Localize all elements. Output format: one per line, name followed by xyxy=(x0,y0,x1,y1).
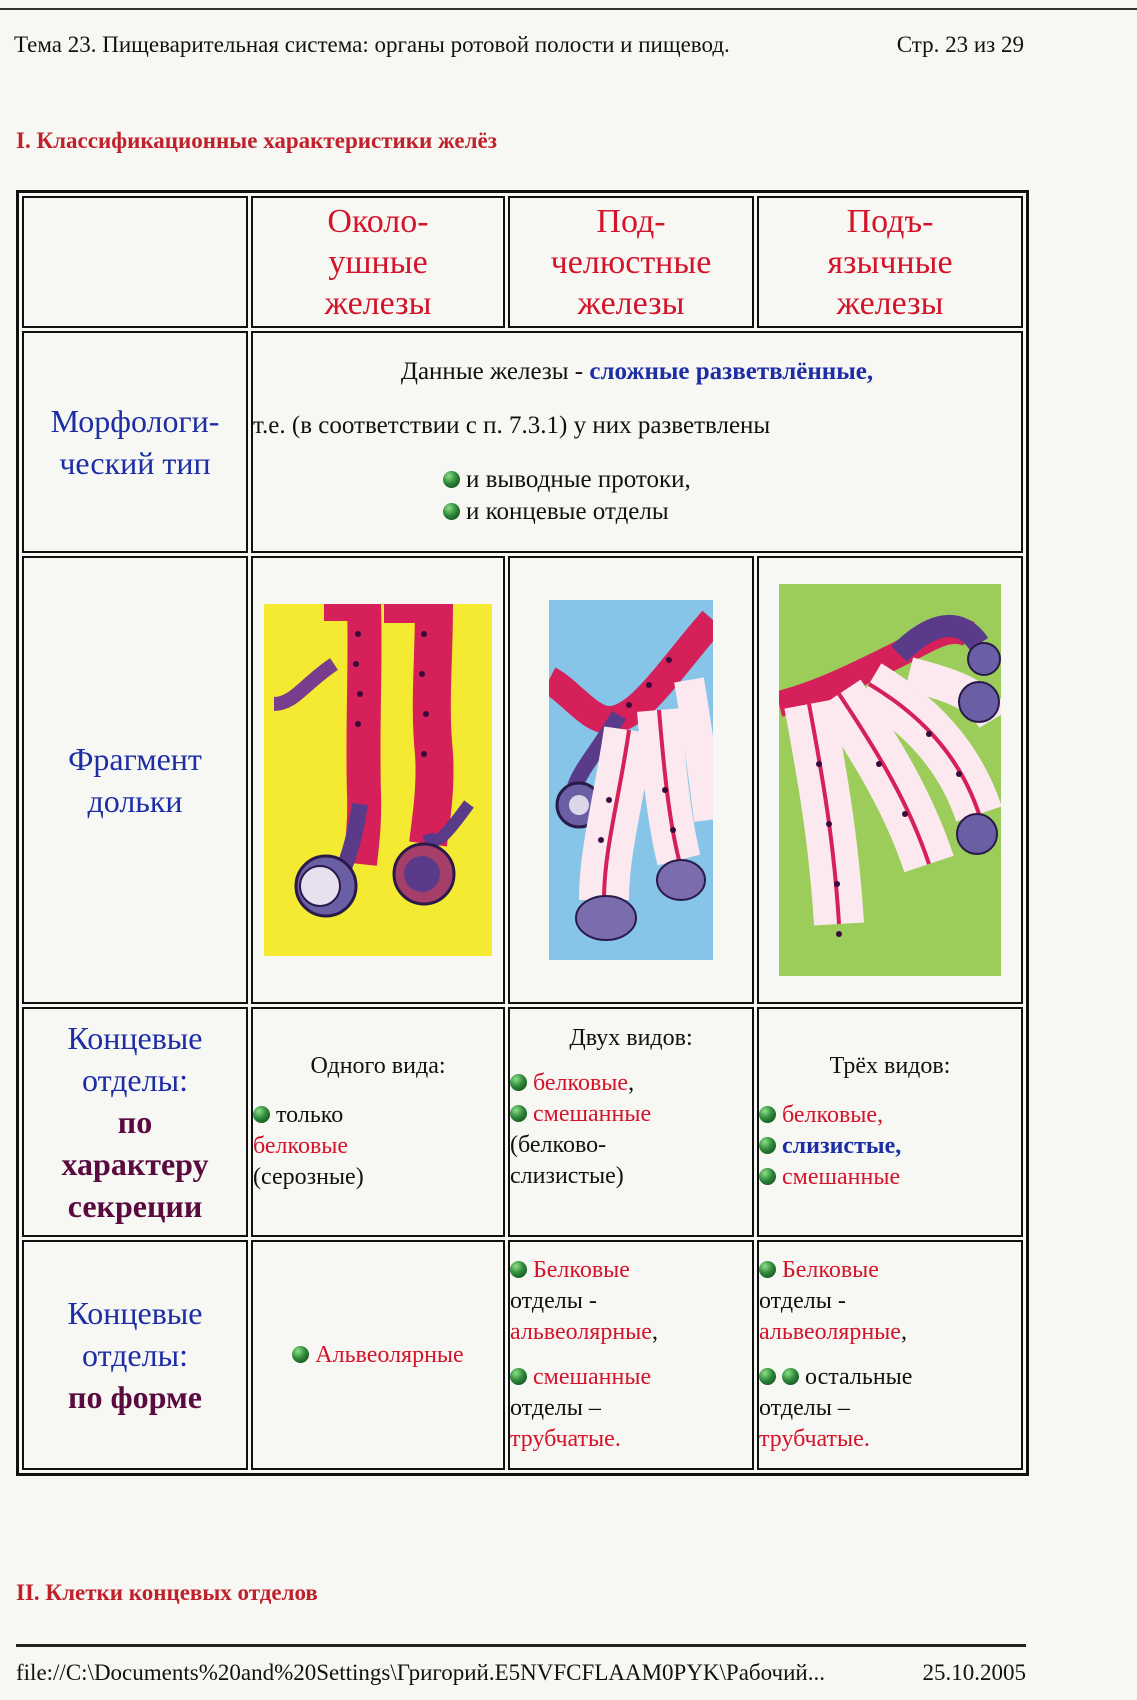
row-header-line: Морфологи- xyxy=(50,403,220,439)
cell-text: белковые, xyxy=(782,1102,884,1128)
cell-text: трубчатые. xyxy=(759,1426,870,1452)
morph-text: Данные железы - xyxy=(400,358,590,385)
secretion-parotid-cell xyxy=(251,1007,505,1237)
cell-text: смешанные xyxy=(533,1101,652,1127)
list-item xyxy=(510,1362,752,1393)
cell-text: , xyxy=(900,1319,907,1345)
green-bullet-icon xyxy=(759,1137,776,1154)
list-item xyxy=(443,464,1021,496)
col-header-line: челюстные xyxy=(550,243,712,281)
cell-line xyxy=(759,1317,1021,1348)
row-header-form xyxy=(22,1240,248,1470)
top-rule xyxy=(0,8,1137,10)
cell-title: Двух видов: xyxy=(569,1025,693,1051)
list-item xyxy=(759,1162,1021,1193)
cell-text: только xyxy=(276,1102,344,1128)
cell-text: альвеолярные xyxy=(759,1319,901,1345)
table-row-morph xyxy=(22,331,1023,553)
green-bullet-icon xyxy=(759,1106,776,1123)
footer-date: 25.10.2005 xyxy=(922,1660,1026,1685)
col-header-sublingual xyxy=(757,196,1023,328)
morph-line-1 xyxy=(253,356,1021,388)
green-bullet-icon xyxy=(759,1261,776,1278)
cell-text: смешанные xyxy=(533,1364,652,1390)
cell-text: смешанные xyxy=(782,1164,901,1190)
green-bullet-icon xyxy=(782,1368,799,1385)
row-header-line: отделы: xyxy=(82,1337,188,1373)
col-header-line: Около- xyxy=(327,202,429,240)
green-bullet-icon xyxy=(292,1346,309,1363)
header-page-number: Стр. 23 из 29 xyxy=(896,32,1024,57)
col-header-line: ушные xyxy=(328,243,428,281)
cell-text: отделы – xyxy=(759,1395,850,1421)
cell-text: белковые xyxy=(253,1133,349,1159)
form-sublingual-cell xyxy=(757,1240,1023,1470)
morph-highlight: сложные разветвлённые, xyxy=(589,358,874,385)
cell-text: (белково- xyxy=(510,1132,607,1158)
cell-line xyxy=(510,1317,752,1348)
row-header-line: ческий тип xyxy=(59,445,211,481)
page-footer xyxy=(16,1660,1026,1686)
row-header-line: Концевые xyxy=(67,1295,203,1331)
green-bullet-icon xyxy=(443,503,460,520)
list-item-text: и концевые отделы xyxy=(466,498,669,525)
cell-text: , xyxy=(651,1319,658,1345)
row-header-secretion xyxy=(22,1007,248,1237)
cell-text: отделы - xyxy=(510,1288,597,1314)
morph-list xyxy=(253,464,1021,528)
col-header-line: железы xyxy=(577,284,685,322)
secretion-sublingual-cell xyxy=(757,1007,1023,1237)
page-header xyxy=(14,32,1024,58)
cell-text: Белковые xyxy=(533,1257,630,1283)
list-item xyxy=(759,1362,1021,1393)
green-bullet-icon xyxy=(253,1106,270,1123)
row-header-fragment xyxy=(22,556,248,1004)
header-title: Тема 23. Пищеварительная система: органы ротовой полости и пищевод. xyxy=(14,32,730,57)
cell-text: отделы – xyxy=(510,1395,601,1421)
table-header-row xyxy=(22,196,1023,328)
cell-title: Трёх видов: xyxy=(829,1053,951,1079)
col-header-line: железы xyxy=(836,284,944,322)
green-bullet-icon xyxy=(510,1105,527,1122)
row-header-line: по форме xyxy=(68,1379,202,1415)
row-header-line: дольки xyxy=(87,783,183,819)
secretion-submandibular-cell xyxy=(508,1007,754,1237)
green-bullet-icon xyxy=(443,471,460,488)
cell-text: отделы - xyxy=(759,1288,846,1314)
green-bullet-icon xyxy=(510,1261,527,1278)
footer-file-path: file://C:\Documents%20and%20Settings\Григорий.E5NVFCFLAAM0PYK\Рабочий... xyxy=(16,1660,825,1685)
table-row-secretion xyxy=(22,1007,1023,1237)
corner-cell xyxy=(22,196,248,328)
cell-text: слизистые, xyxy=(782,1133,902,1159)
col-header-submandibular xyxy=(508,196,754,328)
parotid-fragment-image xyxy=(251,556,505,1004)
cell-text: трубчатые. xyxy=(510,1426,621,1452)
col-header-line: язычные xyxy=(827,243,953,281)
cell-title: Одного вида: xyxy=(310,1053,446,1079)
form-parotid-cell xyxy=(251,1240,505,1470)
list-item xyxy=(759,1100,1021,1131)
row-header-line: Фрагмент xyxy=(68,741,202,777)
list-item xyxy=(443,496,1021,528)
morph-line-2: т.е. (в соответствии с п. 7.3.1) у них разветвлены xyxy=(253,412,771,439)
row-header-line: Концевые xyxy=(67,1020,203,1056)
cell-text: альвеолярные xyxy=(510,1319,652,1345)
cell-text: Альвеолярные xyxy=(315,1341,464,1368)
col-header-line: железы xyxy=(324,284,432,322)
row-header-morph xyxy=(22,331,248,553)
green-bullet-icon xyxy=(510,1074,527,1091)
list-item xyxy=(510,1068,752,1099)
green-bullet-icon xyxy=(759,1168,776,1185)
list-item xyxy=(759,1131,1021,1162)
table-row-fragment xyxy=(22,556,1023,1004)
section-title-classification: I. Классификационные характеристики желёз xyxy=(16,128,497,153)
morph-description-cell xyxy=(251,331,1023,553)
list-item-text: и выводные протоки, xyxy=(466,466,691,493)
list-item xyxy=(253,1100,503,1131)
form-submandibular-cell xyxy=(508,1240,754,1470)
cell-text: белковые xyxy=(533,1070,629,1096)
col-header-line: Подъ- xyxy=(846,202,934,240)
cell-text: остальные xyxy=(805,1364,913,1390)
col-header-line: Под- xyxy=(596,202,666,240)
cell-text: Белковые xyxy=(782,1257,879,1283)
list-item xyxy=(759,1255,1021,1286)
green-bullet-icon xyxy=(759,1368,776,1385)
col-header-parotid xyxy=(251,196,505,328)
submandibular-fragment-image xyxy=(508,556,754,1004)
table-row-form xyxy=(22,1240,1023,1470)
row-header-line: секреции xyxy=(67,1188,203,1224)
cell-text: , xyxy=(628,1070,635,1096)
row-header-line: по xyxy=(117,1104,153,1140)
cell-text: слизистые) xyxy=(510,1163,624,1189)
footer-rule xyxy=(16,1644,1026,1647)
sublingual-fragment-image xyxy=(757,556,1023,1004)
cell-text: (серозные) xyxy=(253,1164,364,1190)
row-header-line: характеру xyxy=(61,1146,209,1182)
list-item xyxy=(510,1099,752,1130)
section-title-cells: II. Клетки концевых отделов xyxy=(16,1580,318,1605)
green-bullet-icon xyxy=(510,1368,527,1385)
parotid-illustration xyxy=(264,604,492,956)
sublingual-illustration xyxy=(779,584,1001,976)
row-header-line: отделы: xyxy=(82,1062,188,1098)
gland-classification-table xyxy=(16,190,1029,1476)
submandibular-illustration xyxy=(549,600,713,960)
list-item xyxy=(510,1255,752,1286)
